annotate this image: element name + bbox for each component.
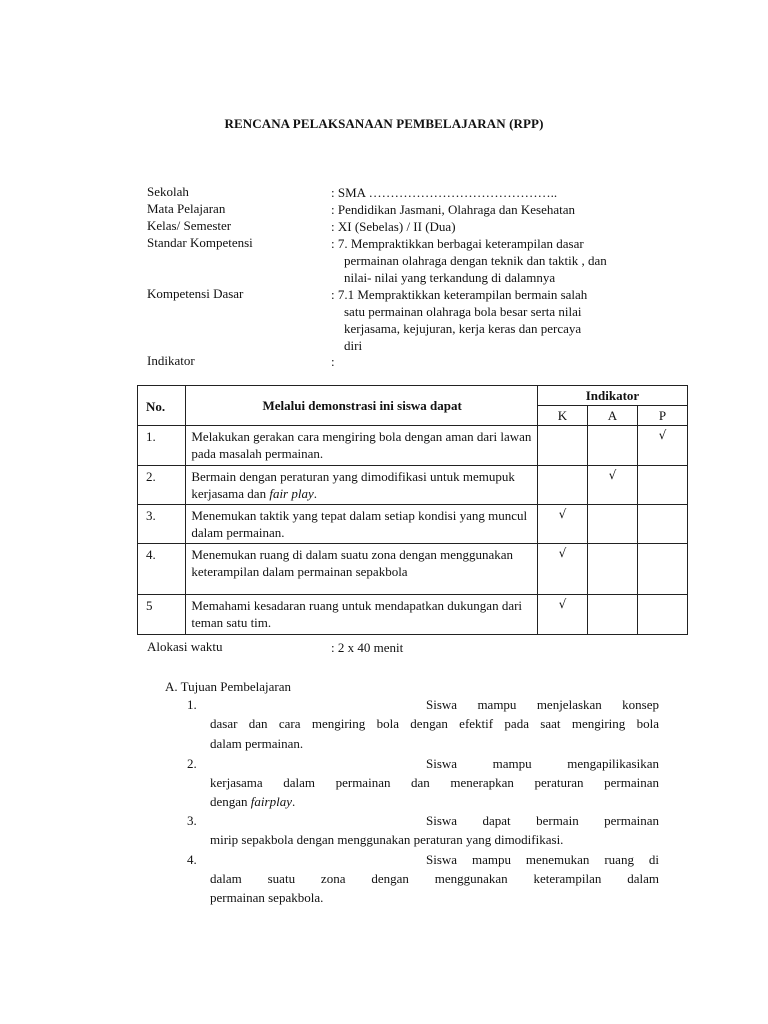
table-row	[138, 426, 688, 466]
tujuan-line: mirip sepakbola dengan menggunakan peraturan yang dimodifikasi.	[210, 832, 564, 847]
tujuan-heading: A. Tujuan Pembelajaran	[165, 679, 292, 694]
tujuan-line: dalam suatu zona dengan menggunakan keterampilan dalam	[210, 871, 659, 886]
tujuan-line: dalam permainan.	[210, 736, 304, 751]
check-k	[537, 466, 587, 505]
check-p	[637, 466, 687, 505]
row-number: 3.	[138, 505, 186, 544]
check-k: √	[537, 595, 587, 635]
col-indikator-header: Indikator	[537, 386, 687, 406]
check-a: √	[587, 466, 637, 505]
check-a	[587, 544, 637, 595]
tujuan-line: permainan sepakbola.	[210, 890, 324, 905]
tujuan-head: Siswa mampu mengapilikasikan	[426, 756, 659, 771]
tujuan-head: Siswa mampu menjelaskan konsep	[426, 697, 659, 712]
row-text: Menemukan ruang di dalam suatu zona dengan menggunakan keterampilan dalam permainan sepakbola	[186, 544, 538, 595]
tujuan-line	[210, 794, 295, 810]
sk-label: Standar Kompetensi	[147, 235, 253, 250]
check-a	[587, 426, 637, 466]
row-number: 1.	[138, 426, 186, 466]
tujuan-number: 2.	[187, 756, 197, 771]
kd-line-1: : 7.1 Mempraktikkan keterampilan bermain salah	[331, 287, 588, 302]
kelas-value: : XI (Sebelas) / II (Dua)	[331, 219, 456, 234]
col-p-header: P	[637, 406, 687, 426]
sk-line-2: permainan olahraga dengan teknik dan taktik , dan	[344, 253, 607, 268]
col-no-header: No.	[138, 386, 186, 426]
indikator-value: :	[331, 354, 335, 369]
sk-line-1: : 7. Mempraktikkan berbagai keterampilan dasar	[331, 236, 584, 251]
check-a	[587, 505, 637, 544]
col-k-header: K	[537, 406, 587, 426]
col-a-header: A	[587, 406, 637, 426]
page-title: RENCANA PELAKSANAAN PEMBELAJARAN (RPP)	[224, 116, 544, 131]
row-text	[186, 466, 538, 505]
kd-line-3: kerjasama, kejujuran, kerja keras dan percaya	[344, 321, 582, 336]
row-text: Memahami kesadaran ruang untuk mendapatkan dukungan dari teman satu tim.	[186, 595, 538, 635]
sekolah-value: : SMA ……………………………………..	[331, 185, 558, 200]
check-p: √	[637, 426, 687, 466]
table-row	[138, 544, 688, 595]
check-p	[637, 595, 687, 635]
check-k: √	[537, 544, 587, 595]
kelas-label: Kelas/ Semester	[147, 218, 232, 233]
kd-line-4: diri	[344, 338, 363, 353]
tujuan-number: 4.	[187, 852, 197, 867]
tujuan-head: Siswa mampu menemukan ruang di	[426, 852, 659, 867]
mapel-value: : Pendidikan Jasmani, Olahraga dan Kesehatan	[331, 202, 576, 217]
table-row	[138, 595, 688, 635]
sekolah-label: Sekolah	[147, 184, 189, 199]
tujuan-head: Siswa dapat bermain permainan	[426, 813, 659, 828]
alokasi-value: : 2 x 40 menit	[331, 640, 404, 655]
tujuan-line-end: .	[291, 794, 296, 809]
check-p	[637, 505, 687, 544]
tujuan-number: 3.	[187, 813, 197, 828]
tujuan-line: dasar dan cara mengiring bola dengan efektif pada saat mengiring bola	[210, 716, 659, 731]
row-text-end: .	[313, 486, 317, 501]
col-desc-header: Melalui demonstrasi ini siswa dapat	[186, 386, 538, 426]
table-row	[138, 505, 688, 544]
check-a	[587, 595, 637, 635]
row-number: 5	[138, 595, 186, 635]
check-k	[537, 426, 587, 466]
row-text: Menemukan taktik yang tepat dalam setiap kondisi yang muncul dalam permainan.	[186, 505, 538, 544]
tujuan-line: kerjasama dalam permainan dan menerapkan peraturan permainan	[210, 775, 659, 790]
sk-value	[331, 235, 671, 286]
kd-value	[331, 286, 671, 354]
kd-label: Kompetensi Dasar	[147, 286, 244, 301]
tujuan-line-part: dengan	[210, 794, 251, 809]
row-text: Melakukan gerakan cara mengiring bola dengan aman dari lawan pada masalah permainan.	[186, 426, 538, 466]
tujuan-number: 1.	[187, 697, 197, 712]
alokasi-label: Alokasi waktu	[147, 639, 223, 654]
indikator-label: Indikator	[147, 353, 195, 368]
row-text-part: Bermain dengan peraturan yang dimodifikasi untuk memupuk kerjasama dan	[191, 469, 515, 501]
indicator-table	[137, 385, 688, 635]
tujuan-line-italic: fairplay	[250, 794, 292, 809]
check-k: √	[537, 505, 587, 544]
mapel-label: Mata Pelajaran	[147, 201, 226, 216]
row-number: 2.	[138, 466, 186, 505]
sk-line-3: nilai- nilai yang terkandung di dalamnya	[344, 270, 556, 285]
kd-line-2: satu permainan olahraga bola besar serta nilai	[344, 304, 582, 319]
row-number: 4.	[138, 544, 186, 595]
row-text-italic: fair play	[269, 486, 314, 501]
table-row	[138, 466, 688, 505]
check-p	[637, 544, 687, 595]
